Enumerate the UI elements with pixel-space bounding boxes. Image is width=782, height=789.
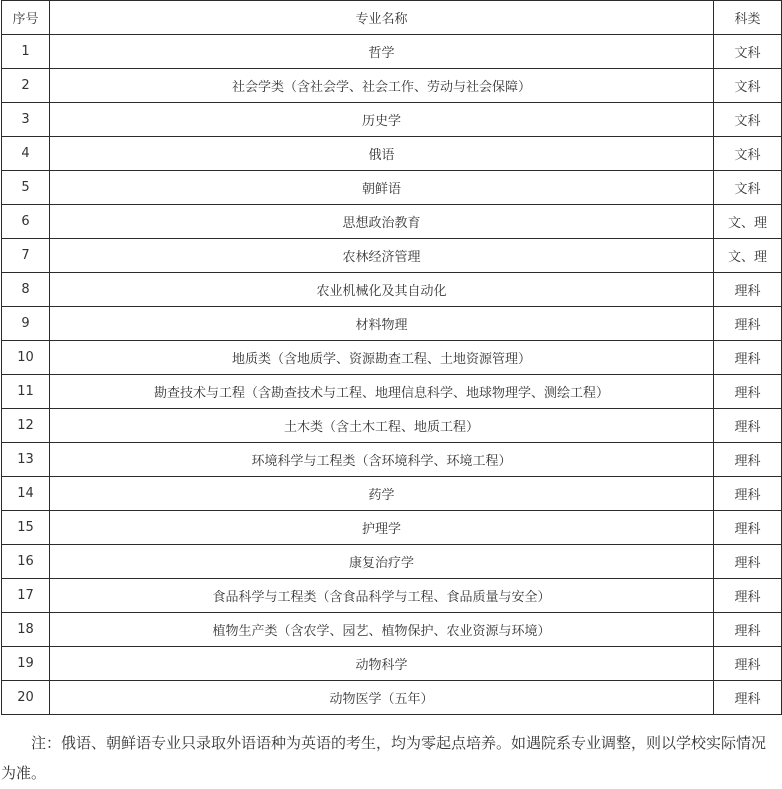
footnote: 注：俄语、朝鲜语专业只录取外语语种为英语的考生，均为零起点培养。如遇院系专业调整，则以学校实际情况为准。 bbox=[1, 734, 767, 782]
table-row bbox=[2, 681, 782, 715]
table-row bbox=[2, 409, 782, 443]
row-major-name: 地质类（含地质学、资源勘查工程、土地资源管理） bbox=[50, 341, 714, 375]
row-index: 4 bbox=[2, 137, 50, 171]
table-row bbox=[2, 647, 782, 681]
row-category: 理科 bbox=[714, 307, 782, 341]
row-major-name: 勘查技术与工程（含勘查技术与工程、地理信息科学、地球物理学、测绘工程） bbox=[50, 375, 714, 409]
row-major-name: 社会学类（含社会学、社会工作、劳动与社会保障） bbox=[50, 69, 714, 103]
row-category: 理科 bbox=[714, 341, 782, 375]
table-row bbox=[2, 511, 782, 545]
row-index: 5 bbox=[2, 171, 50, 205]
row-index: 3 bbox=[2, 103, 50, 137]
table-row bbox=[2, 69, 782, 103]
row-major-name: 历史学 bbox=[50, 103, 714, 137]
table-row bbox=[2, 613, 782, 647]
table-row bbox=[2, 273, 782, 307]
row-major-name: 药学 bbox=[50, 477, 714, 511]
row-category: 理科 bbox=[714, 545, 782, 579]
row-index: 20 bbox=[2, 681, 50, 715]
row-category: 理科 bbox=[714, 511, 782, 545]
row-category: 文、理 bbox=[714, 239, 782, 273]
row-index: 13 bbox=[2, 443, 50, 477]
row-index: 14 bbox=[2, 477, 50, 511]
table-row bbox=[2, 545, 782, 579]
row-index: 7 bbox=[2, 239, 50, 273]
row-category: 理科 bbox=[714, 443, 782, 477]
row-index: 6 bbox=[2, 205, 50, 239]
row-category: 文科 bbox=[714, 35, 782, 69]
row-category: 文、理 bbox=[714, 205, 782, 239]
table-header bbox=[2, 1, 782, 35]
row-category: 文科 bbox=[714, 103, 782, 137]
table-row bbox=[2, 205, 782, 239]
row-category: 文科 bbox=[714, 171, 782, 205]
row-category: 理科 bbox=[714, 409, 782, 443]
row-major-name: 哲学 bbox=[50, 35, 714, 69]
header-category: 科类 bbox=[714, 1, 782, 35]
row-category: 文科 bbox=[714, 137, 782, 171]
row-index: 8 bbox=[2, 273, 50, 307]
row-major-name: 农业机械化及其自动化 bbox=[50, 273, 714, 307]
table-row bbox=[2, 239, 782, 273]
header-index: 序号 bbox=[2, 1, 50, 35]
row-index: 12 bbox=[2, 409, 50, 443]
table-row bbox=[2, 103, 782, 137]
row-category: 理科 bbox=[714, 477, 782, 511]
row-major-name: 康复治疗学 bbox=[50, 545, 714, 579]
row-category: 理科 bbox=[714, 273, 782, 307]
row-major-name: 思想政治教育 bbox=[50, 205, 714, 239]
row-major-name: 食品科学与工程类（含食品科学与工程、食品质量与安全） bbox=[50, 579, 714, 613]
row-major-name: 动物医学（五年） bbox=[50, 681, 714, 715]
row-index: 18 bbox=[2, 613, 50, 647]
row-category: 理科 bbox=[714, 375, 782, 409]
row-index: 15 bbox=[2, 511, 50, 545]
table-row bbox=[2, 341, 782, 375]
table-row bbox=[2, 171, 782, 205]
row-major-name: 材料物理 bbox=[50, 307, 714, 341]
row-major-name: 植物生产类（含农学、园艺、植物保护、农业资源与环境） bbox=[50, 613, 714, 647]
row-category: 理科 bbox=[714, 579, 782, 613]
row-index: 16 bbox=[2, 545, 50, 579]
row-index: 2 bbox=[2, 69, 50, 103]
row-major-name: 环境科学与工程类（含环境科学、环境工程） bbox=[50, 443, 714, 477]
header-major-name: 专业名称 bbox=[50, 1, 714, 35]
row-index: 11 bbox=[2, 375, 50, 409]
header-row bbox=[2, 1, 782, 35]
table-row bbox=[2, 307, 782, 341]
table-body bbox=[2, 35, 782, 715]
row-major-name: 土木类（含土木工程、地质工程） bbox=[50, 409, 714, 443]
row-major-name: 俄语 bbox=[50, 137, 714, 171]
row-major-name: 农林经济管理 bbox=[50, 239, 714, 273]
row-category: 理科 bbox=[714, 647, 782, 681]
row-category: 理科 bbox=[714, 613, 782, 647]
row-category: 理科 bbox=[714, 681, 782, 715]
row-category: 文科 bbox=[714, 69, 782, 103]
table-row bbox=[2, 137, 782, 171]
table-row bbox=[2, 579, 782, 613]
row-index: 19 bbox=[2, 647, 50, 681]
table-row bbox=[2, 443, 782, 477]
majors-table bbox=[1, 0, 782, 715]
table-row bbox=[2, 477, 782, 511]
row-major-name: 护理学 bbox=[50, 511, 714, 545]
row-index: 1 bbox=[2, 35, 50, 69]
row-index: 10 bbox=[2, 341, 50, 375]
table-row bbox=[2, 375, 782, 409]
table-row bbox=[2, 35, 782, 69]
row-index: 9 bbox=[2, 307, 50, 341]
row-major-name: 动物科学 bbox=[50, 647, 714, 681]
row-major-name: 朝鲜语 bbox=[50, 171, 714, 205]
row-index: 17 bbox=[2, 579, 50, 613]
